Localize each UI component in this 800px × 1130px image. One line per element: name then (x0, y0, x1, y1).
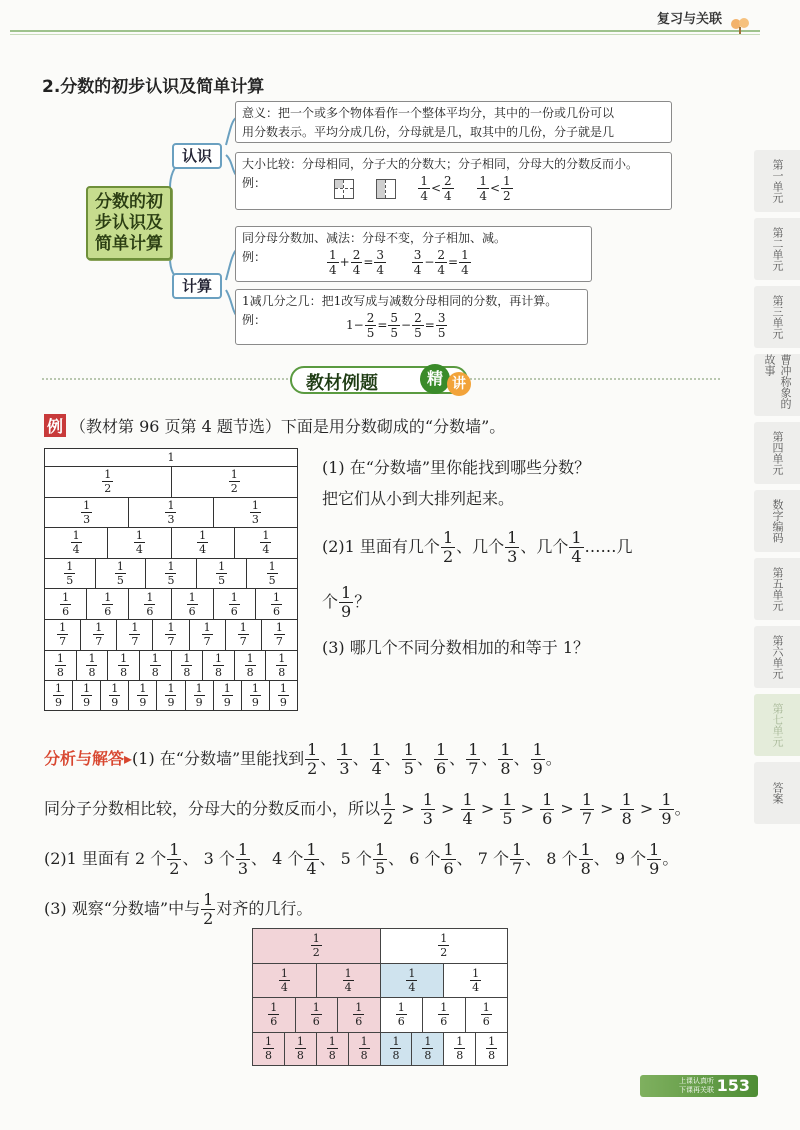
wall-cell: $\frac{1}{3}$ (129, 497, 213, 528)
wall-row (44, 466, 298, 497)
wall-cell: $\frac{1}{5}$ (45, 558, 96, 589)
wall-cell: $\frac{1}{6}$ (87, 588, 129, 619)
sidebar-tab[interactable]: 第一单元 (754, 150, 800, 212)
wall-cell: $\frac{1}{7}$ (117, 619, 153, 650)
same-denominator-example-label: 例： (242, 250, 267, 264)
half-wall-cell: $\frac{1}{8}$ (381, 1032, 413, 1067)
half-wall-cell: $\frac{1}{4}$ (253, 963, 317, 998)
frac-1-4: $\frac{1}{4}$ (420, 174, 428, 203)
one-minus-line: 1减几分之几：把1改写成与减数分母相同的分数，再计算。 (242, 294, 558, 308)
mindmap-center: 分数的初步认识及简单计算 (86, 186, 172, 260)
wall-row (44, 650, 298, 681)
wall-cell: $\frac{1}{6}$ (129, 588, 171, 619)
question-1b: 把它们从小到大排列起来。 (322, 489, 515, 508)
wall-cell: $\frac{1}{7}$ (226, 619, 262, 650)
sidebar-tab[interactable]: 答案 (754, 762, 800, 824)
wall-cell: $\frac{1}{7}$ (45, 619, 81, 650)
banner-badge-jing: 精 (420, 364, 450, 394)
half-wall-cell: $\frac{1}{6}$ (296, 997, 339, 1032)
half-wall-cell: $\frac{1}{6}$ (381, 997, 424, 1032)
half-wall-cell: $\frac{1}{8}$ (476, 1032, 508, 1067)
wall-cell: $\frac{1}{4}$ (172, 527, 235, 558)
header-rule-thin (10, 34, 760, 35)
mindmap-node-compute: 计算 (172, 273, 222, 299)
wall-cell: $\frac{1}{8}$ (203, 650, 235, 681)
comparison-example: $\frac{1}{4}$ < $\frac{2}{4}$ $\frac{1}{4}$ < $\frac{1}{2}$ (334, 175, 514, 202)
footer-slogan: 上课认真听 下课再关联 (679, 1077, 714, 1094)
wall-cell: $\frac{1}{6}$ (172, 588, 214, 619)
wall-row (44, 558, 298, 589)
wall-cell: $\frac{1}{4}$ (108, 527, 171, 558)
wall-cell: $\frac{1}{6}$ (45, 588, 87, 619)
half-wall-row (252, 963, 508, 998)
wall-cell: $\frac{1}{8}$ (172, 650, 204, 681)
wall-cell: $\frac{1}{9}$ (129, 680, 157, 711)
same-denominator-line: 同分母分数加、减法：分母不变，分子相加、减。 (242, 231, 507, 245)
meaning-line-1: 意义：把一个或多个物体看作一个整体平均分，其中的一份或几份可以 (242, 106, 615, 120)
wall-cell: $\frac{1}{7}$ (153, 619, 189, 650)
analysis-tag: 分析与解答 (44, 749, 125, 768)
sidebar-tab[interactable]: 第三单元 (754, 286, 800, 348)
wall-cell: $\frac{1}{8}$ (266, 650, 298, 681)
half-wall-cell: $\frac{1}{2}$ (381, 928, 509, 963)
section-title: 2.分数的初步认识及简单计算 (42, 77, 265, 97)
header-title: 复习与关联 (656, 12, 722, 27)
question-1a: (1) 在“分数墙”里你能找到哪些分数？ (322, 458, 591, 477)
sidebar-tab[interactable]: 数字编码 (754, 490, 800, 552)
question-2b: 个 $\frac{1}{9}$ ？ (322, 583, 371, 621)
half-wall-row (252, 997, 508, 1032)
wall-row (44, 588, 298, 619)
wall-cell: $\frac{1}{2}$ (45, 466, 172, 497)
half-wall-cell: $\frac{1}{2}$ (253, 928, 381, 963)
wall-cell: $\frac{1}{9}$ (186, 680, 214, 711)
wall-cell: $\frac{1}{5}$ (247, 558, 298, 589)
wall-cell: $\frac{1}{9}$ (270, 680, 298, 711)
wall-row (44, 619, 298, 650)
wall-cell: $\frac{1}{3}$ (214, 497, 298, 528)
wall-cell: $\frac{1}{7}$ (190, 619, 226, 650)
half-wall-cell: $\frac{1}{8}$ (317, 1032, 349, 1067)
header-rule (10, 30, 760, 32)
banner-text: 教材例题 (306, 373, 378, 394)
wall-cell: $\frac{1}{8}$ (140, 650, 172, 681)
analysis-line-3: (2)1 里面有 2 个 $\frac{1}{2}$ 、 3 个 $\frac{1}{3}$ 、 4 个 $\frac{1}{4}$ 、 5 个 $\frac{1}{5}$ 、 6 个 $\frac{1}{6}$ 、 7 个 $\frac{1}{7}$ 、 8 个 $\frac{1}{8}$ 、 9 个 $\frac{1}{9}$ 。 (44, 840, 679, 878)
comparison-line-1: 大小比较：分母相同，分子大的分数大；分子相同，分母大的分数反而小。 (242, 157, 639, 171)
tree-icon (730, 18, 752, 34)
mindmap-node-recognize: 认识 (172, 143, 222, 169)
wall-cell: $\frac{1}{9}$ (45, 680, 73, 711)
example-line (44, 414, 505, 437)
wall-cell: $\frac{1}{2}$ (172, 466, 299, 497)
wall-cell: $\frac{1}{9}$ (242, 680, 270, 711)
comparison-line-2: 例： (242, 176, 267, 190)
same-denominator-box (235, 226, 592, 282)
fraction-ordering: $\frac{1}{2}$ > $\frac{1}{3}$ > $\frac{1}{4}$ > $\frac{1}{5}$ > $\frac{1}{6}$ > $\frac{1}{7}$ > $\frac{1}{8}$ > $\frac{1}{9}$ 。 (383, 790, 691, 828)
half-wall-row (252, 1032, 508, 1067)
analysis-line-1: 分析与解答▸(1) 在“分数墙”里能找到 $\frac{1}{2}$ 、 $\frac{1}{3}$ 、 $\frac{1}{4}$ 、 $\frac{1}{5}$ 、 $\frac{1}{6}$ 、 $\frac{1}{7}$ 、 $\frac{1}{8}$ 、 $\frac{1}{9}$ 。 (44, 740, 562, 778)
wall-cell: $\frac{1}{8}$ (235, 650, 267, 681)
wall-cell: $\frac{1}{5}$ (197, 558, 248, 589)
half-wall-cell: $\frac{1}{8}$ (412, 1032, 444, 1067)
half-wall-cell: $\frac{1}{6}$ (423, 997, 466, 1032)
wall-cell: $\frac{1}{9}$ (73, 680, 101, 711)
sidebar-tab[interactable]: 第五单元 (754, 558, 800, 620)
sidebar-tab[interactable]: 第七单元 (754, 694, 800, 756)
sidebar-tab[interactable]: 第六单元 (754, 626, 800, 688)
wall-cell: 1 (45, 448, 298, 466)
wall-cell: $\frac{1}{7}$ (81, 619, 117, 650)
wall-row (44, 448, 298, 466)
fraction-counts: 2 个 $\frac{1}{2}$ 、 3 个 $\frac{1}{3}$ 、 4 个 $\frac{1}{4}$ 、 5 个 $\frac{1}{5}$ 、 6 个 $\frac{1}{6}$ 、 7 个 $\frac{1}{7}$ 、 8 个 $\frac{1}{8}$ 、 9 个 $\frac{1}{9}$ 。 (129, 840, 679, 878)
half-wall-cell: $\frac{1}{6}$ (338, 997, 381, 1032)
wall-cell: $\frac{1}{5}$ (146, 558, 197, 589)
frac-2-4: $\frac{2}{4}$ (444, 174, 452, 203)
question-3: (3) 哪几个不同分数相加的和等于 1？ (322, 638, 590, 657)
unit-sidebar (754, 150, 800, 830)
frac-1-4b: $\frac{1}{4}$ (479, 174, 487, 203)
wall-cell: $\frac{1}{6}$ (256, 588, 298, 619)
one-minus-box (235, 289, 588, 345)
half-wall-row (252, 928, 508, 963)
half-wall-cell: $\frac{1}{8}$ (253, 1032, 285, 1067)
half-wall-cell: $\frac{1}{4}$ (381, 963, 445, 998)
wall-row (44, 497, 298, 528)
frac-1-2: $\frac{1}{2}$ (503, 174, 511, 203)
half-wall-cell: $\frac{1}{8}$ (349, 1032, 381, 1067)
wall-cell: $\frac{1}{8}$ (77, 650, 109, 681)
wall-cell: $\frac{1}{9}$ (157, 680, 185, 711)
sidebar-tab[interactable]: 曹冲称象的故事 (754, 354, 800, 416)
wall-cell: $\frac{1}{5}$ (96, 558, 147, 589)
wall-cell: $\frac{1}{9}$ (214, 680, 242, 711)
one-minus-example: 1− $\frac{2}{5}$ = $\frac{5}{5}$ − $\frac{2}{5}$ = $\frac{3}{5}$ (346, 311, 446, 340)
wall-cell: $\frac{1}{7}$ (262, 619, 298, 650)
half-wall-cell: $\frac{1}{8}$ (444, 1032, 476, 1067)
one-minus-example-label: 例： (242, 313, 267, 327)
half-wall-cell: $\frac{1}{4}$ (444, 963, 508, 998)
wall-cell: $\frac{1}{4}$ (235, 527, 298, 558)
fraction-wall (44, 448, 298, 711)
wall-row (44, 680, 298, 711)
wall-cell: $\frac{1}{8}$ (108, 650, 140, 681)
meaning-box (235, 101, 672, 143)
sidebar-tab[interactable]: 第四单元 (754, 422, 800, 484)
question-2a: (2)1 里面有几个 $\frac{1}{2}$ 、几个 $\frac{1}{3}$ 、几个 $\frac{1}{4}$ ……几 (322, 528, 633, 566)
half-wall-cell: $\frac{1}{6}$ (253, 997, 296, 1032)
square-half-icon (376, 179, 396, 199)
sidebar-tab[interactable]: 第二单元 (754, 218, 800, 280)
fraction-wall-half (252, 928, 508, 1066)
wall-cell: $\frac{1}{4}$ (45, 527, 108, 558)
half-wall-cell: $\frac{1}{8}$ (285, 1032, 317, 1067)
wall-cell: $\frac{1}{8}$ (45, 650, 77, 681)
page-number: 153 (716, 1076, 750, 1095)
add-sub-example: $\frac{1}{4}$ + $\frac{2}{4}$ = $\frac{3}{4}$ $\frac{3}{4}$ − $\frac{2}{4}$ = $\frac{1}{4}$ (329, 248, 469, 277)
half-wall-cell: $\frac{1}{4}$ (317, 963, 381, 998)
square-quarter-icon (334, 179, 354, 199)
example-tag: 例 (44, 414, 66, 437)
wall-cell: $\frac{1}{9}$ (101, 680, 129, 711)
wall-cell: $\frac{1}{3}$ (45, 497, 129, 528)
meaning-line-2: 用分数表示。平均分成几份，分母就是几，取其中的几份，分子就是几 (242, 125, 615, 139)
analysis-line-4: (3) 观察“分数墙”中与 $\frac{1}{2}$ 对齐的几行。 (44, 890, 313, 928)
wall-cell: $\frac{1}{6}$ (214, 588, 256, 619)
analysis-line-2: 同分子分数相比较，分母大的分数反而小，所以 $\frac{1}{2}$ > $\frac{1}{3}$ > $\frac{1}{4}$ > $\frac{1}{5}$ > $\frac{1}{6}$ > $\frac{1}{7}$ > $\frac{1}{8}$ > $\frac{1}{9}$ 。 (44, 790, 691, 828)
example-text: （教材第 96 页第 4 题节选）下面是用分数砌成的“分数墙”。 (70, 417, 506, 436)
half-wall-cell: $\frac{1}{6}$ (466, 997, 509, 1032)
fraction-list: $\frac{1}{2}$ 、 $\frac{1}{3}$ 、 $\frac{1}{4}$ 、 $\frac{1}{5}$ 、 $\frac{1}{6}$ 、 $\frac{1}{7}$ 、 $\frac{1}{8}$ 、 $\frac{1}{9}$ (307, 740, 543, 778)
banner-badge-jiang: 讲 (447, 372, 471, 396)
comparison-box (235, 152, 672, 210)
wall-row (44, 527, 298, 558)
